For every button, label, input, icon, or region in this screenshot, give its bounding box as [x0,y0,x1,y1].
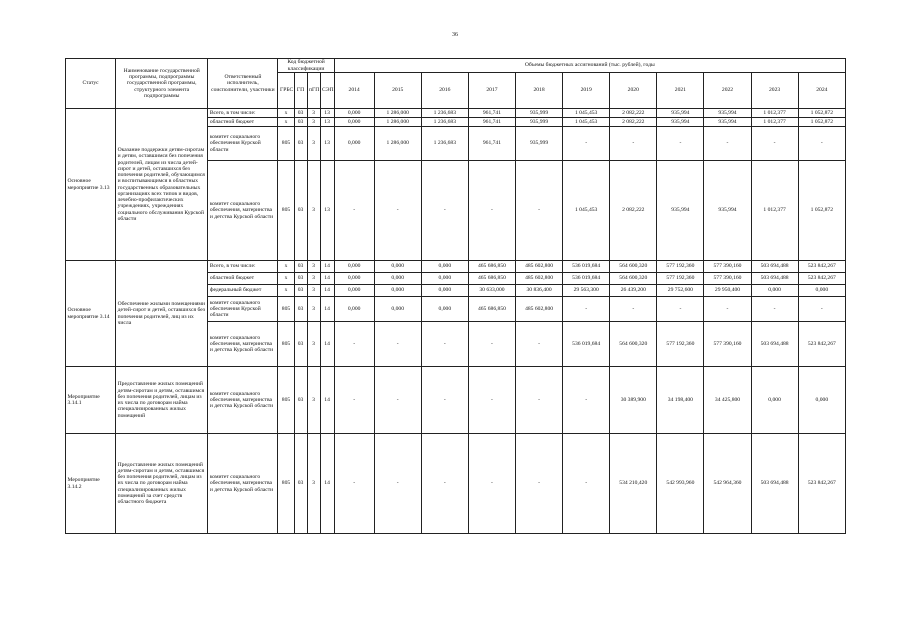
row-value: 542 993,960 [657,434,704,534]
row-value: 0,000 [334,297,374,322]
row-budget-code: 3 [307,127,320,161]
row-name: Обеспечение жилыми помещениями детей-сирот и детей, оставшихся без попечения родителей, лиц из их числа [116,261,208,367]
row-budget-code: 03 [294,273,307,285]
row-budget-code: 03 [294,161,307,261]
row-budget-code: 805 [278,434,294,534]
row-value: 935,999 [516,109,563,118]
row-value: 1 052,872 [798,118,845,127]
row-value: 503 694,488 [751,261,798,273]
row-value: 534 210,420 [610,434,657,534]
row-value: 1 045,453 [563,161,610,261]
row-value: 0,000 [374,297,421,322]
row-value: - [751,297,798,322]
row-value: 523 842,267 [798,434,845,534]
row-value: 1 286,000 [374,118,421,127]
table-row [66,434,846,534]
header-name: Наименование государственной программы, подпрограммы государственной программы, структурного элемента подпрограммы [116,59,208,109]
row-value: - [421,434,468,534]
header-year: 2014 [334,73,374,109]
row-value: - [657,297,704,322]
row-value: 577 192,360 [657,273,704,285]
row-budget-code: 03 [294,367,307,434]
row-value: 935,994 [704,161,751,261]
row-value: 0,000 [374,273,421,285]
row-value: 1 236,683 [421,127,468,161]
row-value: 0,000 [374,285,421,297]
row-value: - [421,161,468,261]
header-executor: Ответственный исполнитель, соисполнители, участники [208,59,278,109]
row-value: 935,999 [516,118,563,127]
row-budget-code: х [278,273,294,285]
row-value: 503 694,488 [751,434,798,534]
row-value: - [657,127,704,161]
row-status: Мероприятие 3.14.2 [66,434,116,534]
row-budget-code: 03 [294,127,307,161]
row-value: 1 012,377 [751,161,798,261]
budget-table-body [66,109,846,534]
row-budget-code: 14 [320,273,334,285]
row-value: 536 019,684 [563,322,610,367]
row-value: 0,000 [798,367,845,434]
row-value: 523 842,267 [798,273,845,285]
row-budget-code: 03 [294,322,307,367]
row-value: 1 286,000 [374,127,421,161]
row-value: 1 012,377 [751,118,798,127]
row-budget-code: 13 [320,109,334,118]
row-budget-code: 14 [320,434,334,534]
row-budget-code: 805 [278,322,294,367]
row-executor: Всего, в том числе: [208,109,278,118]
row-value: 0,000 [334,127,374,161]
row-budget-code: 3 [307,297,320,322]
row-value: 485 602,800 [516,273,563,285]
row-status: Основное мероприятие 3.14 [66,261,116,367]
row-executor: комитет социального обеспечения, материнства и детства Курской области [208,322,278,367]
row-value: 577 390,160 [704,322,751,367]
row-value: - [516,161,563,261]
row-value: - [374,161,421,261]
row-executor: областной бюджет [208,118,278,127]
row-name: Оказание поддержки детям-сиротам и детям, оставшимся без попечения родителей, лицам из числа детей-сирот и детей, оставшихся без попечения родителей, обучающимся и воспитывающимся в областных государственных образовательных организациях всех типов и видов, лечебно-профилактических учреждениях, учреждениях социального обслуживания Курской области [116,109,208,261]
row-value: - [563,127,610,161]
row-value: 935,994 [704,118,751,127]
row-value: 30 633,000 [468,285,515,297]
row-value: 0,000 [421,261,468,273]
row-budget-code: х [278,109,294,118]
row-value: - [468,434,515,534]
row-budget-code: х [278,118,294,127]
row-value: 0,000 [421,285,468,297]
row-value: 577 390,160 [704,261,751,273]
row-value: - [704,127,751,161]
header-volumes: Объемы бюджетных ассигнований (тыс. рублей), годы [334,59,845,73]
row-budget-code: 14 [320,322,334,367]
row-value: 961,741 [468,127,515,161]
row-value: 935,994 [704,109,751,118]
row-value: 935,994 [657,109,704,118]
row-value: 26 439,200 [610,285,657,297]
row-budget-code: 03 [294,285,307,297]
row-value: - [421,322,468,367]
row-value: 0,000 [421,273,468,285]
row-budget-code: 14 [320,367,334,434]
header-budget-code: Код бюджетной классификации [278,59,334,73]
row-budget-code: 03 [294,118,307,127]
row-value: 34 425,800 [704,367,751,434]
row-value: - [704,297,751,322]
row-value: - [334,434,374,534]
row-value: 0,000 [421,297,468,322]
row-value: 0,000 [798,285,845,297]
table-row [66,367,846,434]
row-value: 2 082,222 [610,109,657,118]
row-value: 503 694,488 [751,273,798,285]
row-value: - [563,297,610,322]
header-year: 2016 [421,73,468,109]
row-value: 564 600,320 [610,273,657,285]
table-row [66,261,846,273]
row-value: - [468,161,515,261]
header-year: 2023 [751,73,798,109]
header-year: 2017 [468,73,515,109]
row-value: 2 082,222 [610,118,657,127]
row-value: - [516,322,563,367]
header-year: 2022 [704,73,751,109]
row-value: - [374,322,421,367]
row-value: 465 686,850 [468,261,515,273]
row-value: 935,994 [657,161,704,261]
row-value: 961,741 [468,118,515,127]
header-status: Статус [66,59,116,109]
row-budget-code: 14 [320,261,334,273]
row-value: - [563,367,610,434]
row-value: - [751,127,798,161]
row-value: - [563,434,610,534]
row-value: - [516,367,563,434]
row-value: 536 019,684 [563,261,610,273]
header-year: 2018 [516,73,563,109]
header-year: 2024 [798,73,845,109]
row-value: - [610,297,657,322]
row-value: - [374,367,421,434]
header-code-grbs: ГРБС [278,73,294,109]
row-value: 961,741 [468,109,515,118]
row-value: 542 964,360 [704,434,751,534]
row-value: 0,000 [334,118,374,127]
row-budget-code: 3 [307,322,320,367]
header-code-pgp: пГП [307,73,320,109]
row-name: Предоставление жилых помещений детям-сиротам и детям, оставшимся без попечения родителей, лицам из их числа по договорам найма специализированных жилых помещений [116,367,208,434]
row-value: 536 019,684 [563,273,610,285]
row-status: Мероприятие 3.14.1 [66,367,116,434]
row-value: 0,000 [334,261,374,273]
row-budget-code: 3 [307,434,320,534]
row-executor: областной бюджет [208,273,278,285]
row-value: - [798,127,845,161]
row-value: 1 236,683 [421,118,468,127]
row-name: Предоставление жилых помещений детям-сиротам и детям, оставшимся без попечения родителей, лицам из их числа по договорам найма специализированных жилых помещений за счет средств областного бюджета [116,434,208,534]
row-executor: комитет социального обеспечения, материнства и детства Курской области [208,161,278,261]
row-value: - [421,367,468,434]
row-value: 0,000 [374,261,421,273]
row-value: 465 686,850 [468,273,515,285]
row-budget-code: 13 [320,161,334,261]
header-code-sep: СЭП [320,73,334,109]
row-value: - [334,322,374,367]
row-budget-code: 3 [307,118,320,127]
row-value: 1 052,872 [798,109,845,118]
row-value: 465 686,850 [468,297,515,322]
row-value: - [468,322,515,367]
row-value: 1 012,377 [751,109,798,118]
row-value: 29 752,600 [657,285,704,297]
row-value: - [334,161,374,261]
row-budget-code: 805 [278,127,294,161]
row-budget-code: 13 [320,118,334,127]
row-budget-code: 14 [320,285,334,297]
row-budget-code: 3 [307,273,320,285]
row-value: 577 192,360 [657,322,704,367]
row-value: 1 045,453 [563,118,610,127]
row-value: 0,000 [751,285,798,297]
row-value: 577 192,360 [657,261,704,273]
row-value: 0,000 [334,285,374,297]
row-value: 935,994 [657,118,704,127]
row-value: 0,000 [334,273,374,285]
row-budget-code: 03 [294,109,307,118]
row-value: 503 694,488 [751,322,798,367]
row-value: 577 390,160 [704,273,751,285]
page-number: 36 [452,32,458,38]
row-budget-code: 3 [307,261,320,273]
header-year: 2015 [374,73,421,109]
row-value: - [798,297,845,322]
row-value: 30 836,400 [516,285,563,297]
row-value: 564 600,320 [610,322,657,367]
row-budget-code: 14 [320,297,334,322]
row-value: - [334,367,374,434]
row-budget-code: х [278,261,294,273]
row-value: 523 842,267 [798,261,845,273]
budget-allocation-table [65,58,846,534]
row-budget-code: 805 [278,367,294,434]
row-value: - [374,434,421,534]
row-budget-code: 13 [320,127,334,161]
row-value: 523 842,267 [798,322,845,367]
row-executor: комитет социального обеспечения, материнства и детства Курской области [208,434,278,534]
row-value: 2 082,222 [610,161,657,261]
row-value: 485 602,800 [516,297,563,322]
row-value: - [610,127,657,161]
row-value: 29 563,300 [563,285,610,297]
row-budget-code: 3 [307,367,320,434]
row-budget-code: 3 [307,109,320,118]
row-value: 34 198,400 [657,367,704,434]
header-year: 2020 [610,73,657,109]
header-code-gp: ГП [294,73,307,109]
row-value: - [516,434,563,534]
row-value: 485 602,800 [516,261,563,273]
header-year: 2019 [563,73,610,109]
row-value: 0,000 [334,109,374,118]
row-budget-code: 03 [294,434,307,534]
row-value: 935,999 [516,127,563,161]
row-value: 1 052,872 [798,161,845,261]
row-budget-code: 3 [307,285,320,297]
row-value: 1 045,453 [563,109,610,118]
row-executor: Всего, в том числе: [208,261,278,273]
row-executor: комитет социального обеспечения, материнства и детства Курской области [208,367,278,434]
row-status: Основное мероприятие 3.13 [66,109,116,261]
row-value: 564 600,320 [610,261,657,273]
row-budget-code: 03 [294,261,307,273]
row-budget-code: 805 [278,161,294,261]
row-executor: комитет социального обеспечения Курской области [208,127,278,161]
row-value: 1 236,683 [421,109,468,118]
row-budget-code: 3 [307,161,320,261]
row-budget-code: х [278,285,294,297]
table-row [66,109,846,118]
row-value: 1 286,000 [374,109,421,118]
row-budget-code: 03 [294,297,307,322]
row-budget-code: 805 [278,297,294,322]
row-value: 29 950,400 [704,285,751,297]
row-value: 30 389,900 [610,367,657,434]
row-executor: комитет социального обеспечения Курской области [208,297,278,322]
row-executor: федеральный бюджет [208,285,278,297]
header-year: 2021 [657,73,704,109]
row-value: - [468,367,515,434]
row-value: 0,000 [751,367,798,434]
